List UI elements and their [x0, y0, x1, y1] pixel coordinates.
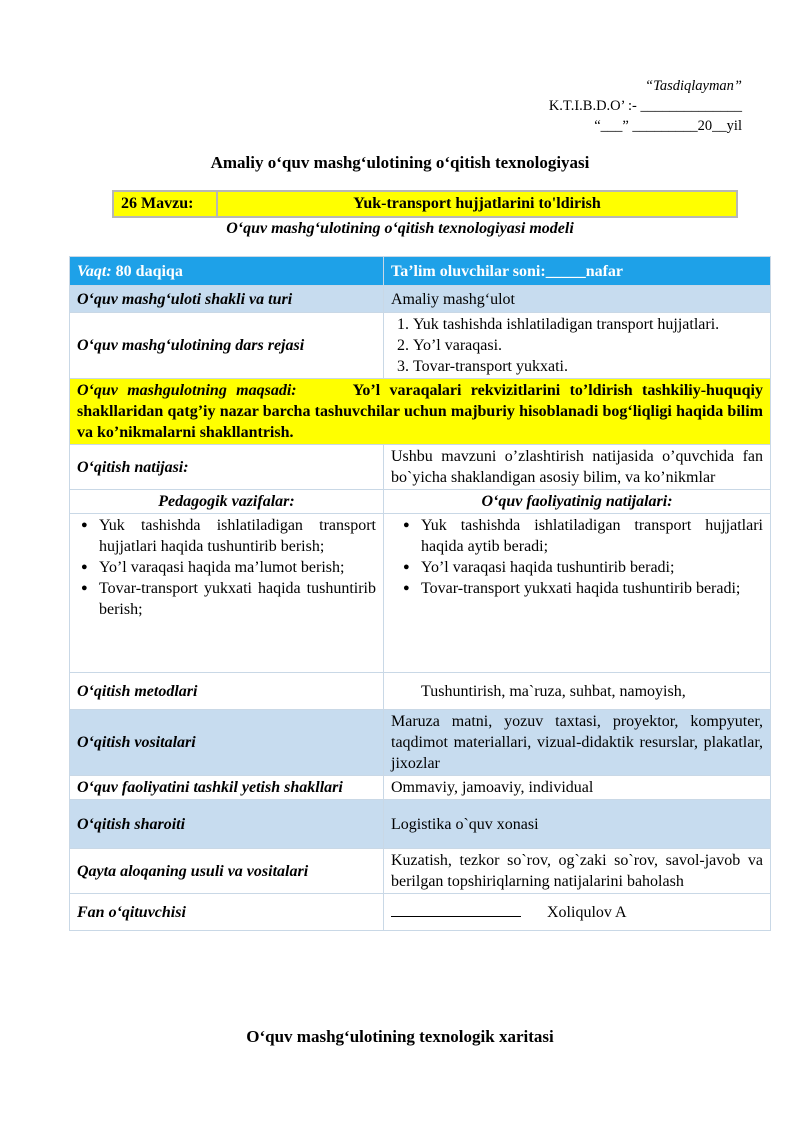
teacher-cell [384, 894, 771, 931]
pedagogical-tasks-header: Pedagogik vazifalar: [70, 490, 384, 514]
goal-label: O‘quv mashgulotning maqsadi: [77, 382, 297, 399]
form-row [70, 286, 771, 313]
approval-quote: “Tasdiqlayman” [645, 78, 742, 94]
conditions-value: Logistika o`quv xonasi [384, 800, 771, 849]
tools-value: Maruza matni, yozuv taxtasi, proyektor, kompyuter, taqdimot materiallari, vizual-didaktik resurslar, plakatlar, jixozlar [384, 710, 771, 776]
org-forms-value: Ommaviy, jamoaviy, individual [384, 776, 771, 800]
pedagogical-tasks-cell [70, 514, 384, 673]
conditions-row [70, 800, 771, 849]
time-cell [70, 257, 384, 286]
activity-results-cell [384, 514, 771, 673]
pedagogical-task-item: ● Yo’l varaqasi haqida ma’lumot berish; [99, 557, 376, 578]
methods-label: O‘qitish metodlari [70, 673, 384, 710]
result-label: O‘qitish natijasi: [70, 445, 384, 490]
tools-label: O‘qitish vositalari [70, 710, 384, 776]
pedagogical-task-item: ● Yuk tashishda ishlatiladigan transport hujjatlari haqida tushuntirib berish; [99, 515, 376, 557]
org-forms-row [70, 776, 771, 800]
approval-org-line: K.T.I.B.D.O’ :- ______________ [548, 98, 742, 114]
form-value: Amaliy mashg‘ulot [384, 286, 771, 313]
tasks-row [70, 514, 771, 673]
model-title: O‘quv mashg‘ulotining o‘qitish texnologiyasi modeli [226, 220, 574, 237]
teacher-row [70, 894, 771, 931]
methods-value: Tushuntirish, ma`ruza, suhbat, namoyish, [384, 673, 771, 710]
plan-row [70, 313, 771, 379]
plan-item: 1. Yuk tashishda ishlatiladigan transport hujjatlari. [413, 314, 763, 335]
tools-row [70, 710, 771, 776]
teacher-name: Xoliqulov A [547, 903, 627, 921]
teacher-label: Fan o‘qituvchisi [70, 894, 384, 931]
signature-line [391, 902, 521, 917]
result-row [70, 445, 771, 490]
tasks-header-row [70, 490, 771, 514]
pedagogical-tasks-list [77, 515, 376, 620]
org-forms-label: O‘quv faoliyatini tashkil yetish shakllari [70, 776, 384, 800]
approval-date-line: “___” _________20__yil [594, 118, 742, 134]
lesson-model-table [69, 256, 771, 931]
activity-result-item: ● Yo’l varaqasi haqida tushuntirib beradi; [421, 557, 763, 578]
activity-results-list [391, 515, 763, 599]
methods-row [70, 673, 771, 710]
activity-results-header: O‘quv faoliyatinig natijalari: [384, 490, 771, 514]
feedback-value: Kuzatish, tezkor so`rov, og`zaki so`rov, savol-javob va berilgan topshiriqlarning natijalarini baholash [384, 849, 771, 894]
feedback-row [70, 849, 771, 894]
time-label: Vaqt: [77, 262, 112, 280]
topic-box [112, 190, 738, 218]
plan-list [391, 314, 763, 377]
plan-label: O‘quv mashg‘ulotining dars rejasi [70, 313, 384, 379]
tech-map-title: O‘quv mashg‘ulotining texnologik xaritasi [246, 1027, 554, 1046]
plan-item: 2. Yo’l varaqasi. [413, 335, 763, 356]
form-label: O‘quv mashg‘uloti shakli va turi [70, 286, 384, 313]
activity-result-item: ● Yuk tashishda ishlatiladigan transport hujjatlari haqida aytib beradi; [421, 515, 763, 557]
document-title: Amaliy o‘quv mashg‘ulotining o‘qitish texnologiyasi [210, 153, 590, 172]
goal-cell [70, 379, 771, 445]
result-value: Ushbu mavzuni o’zlashtirish natijasida o’quvchida fan bo`yicha shaklandigan asosiy bilim, va ko’nikmlar [384, 445, 771, 490]
pedagogical-task-item: ● Tovar-transport yukxati haqida tushuntirib berish; [99, 578, 376, 620]
plan-item: 3. Tovar-transport yukxati. [413, 356, 763, 377]
goal-row [70, 379, 771, 445]
time-value: 80 daqiqa [111, 262, 183, 280]
goal-text: Yo’l varaqalari rekvizitlarini to’ldirish tashkiliy-huquqiy shakllaridan qatg’iy nazar barcha tashuvchilar uchun majburiy hisoblanadi bog‘liqligi haqida bilim va ko’nikmalarni shakllantrish. [77, 382, 763, 441]
activity-result-item: ● Tovar-transport yukxati haqida tushuntirib beradi; [421, 578, 763, 599]
header-row [70, 257, 771, 286]
plan-cell [384, 313, 771, 379]
students-cell: Ta’lim oluvchilar soni:_____nafar [384, 257, 771, 286]
conditions-label: O‘qitish sharoiti [70, 800, 384, 849]
topic-number: 26 Mavzu: [114, 192, 218, 216]
approval-block [549, 76, 742, 136]
feedback-label: Qayta aloqaning usuli va vositalari [70, 849, 384, 894]
topic-text: Yuk-transport hujjatlarini to'ldirish [218, 192, 736, 216]
